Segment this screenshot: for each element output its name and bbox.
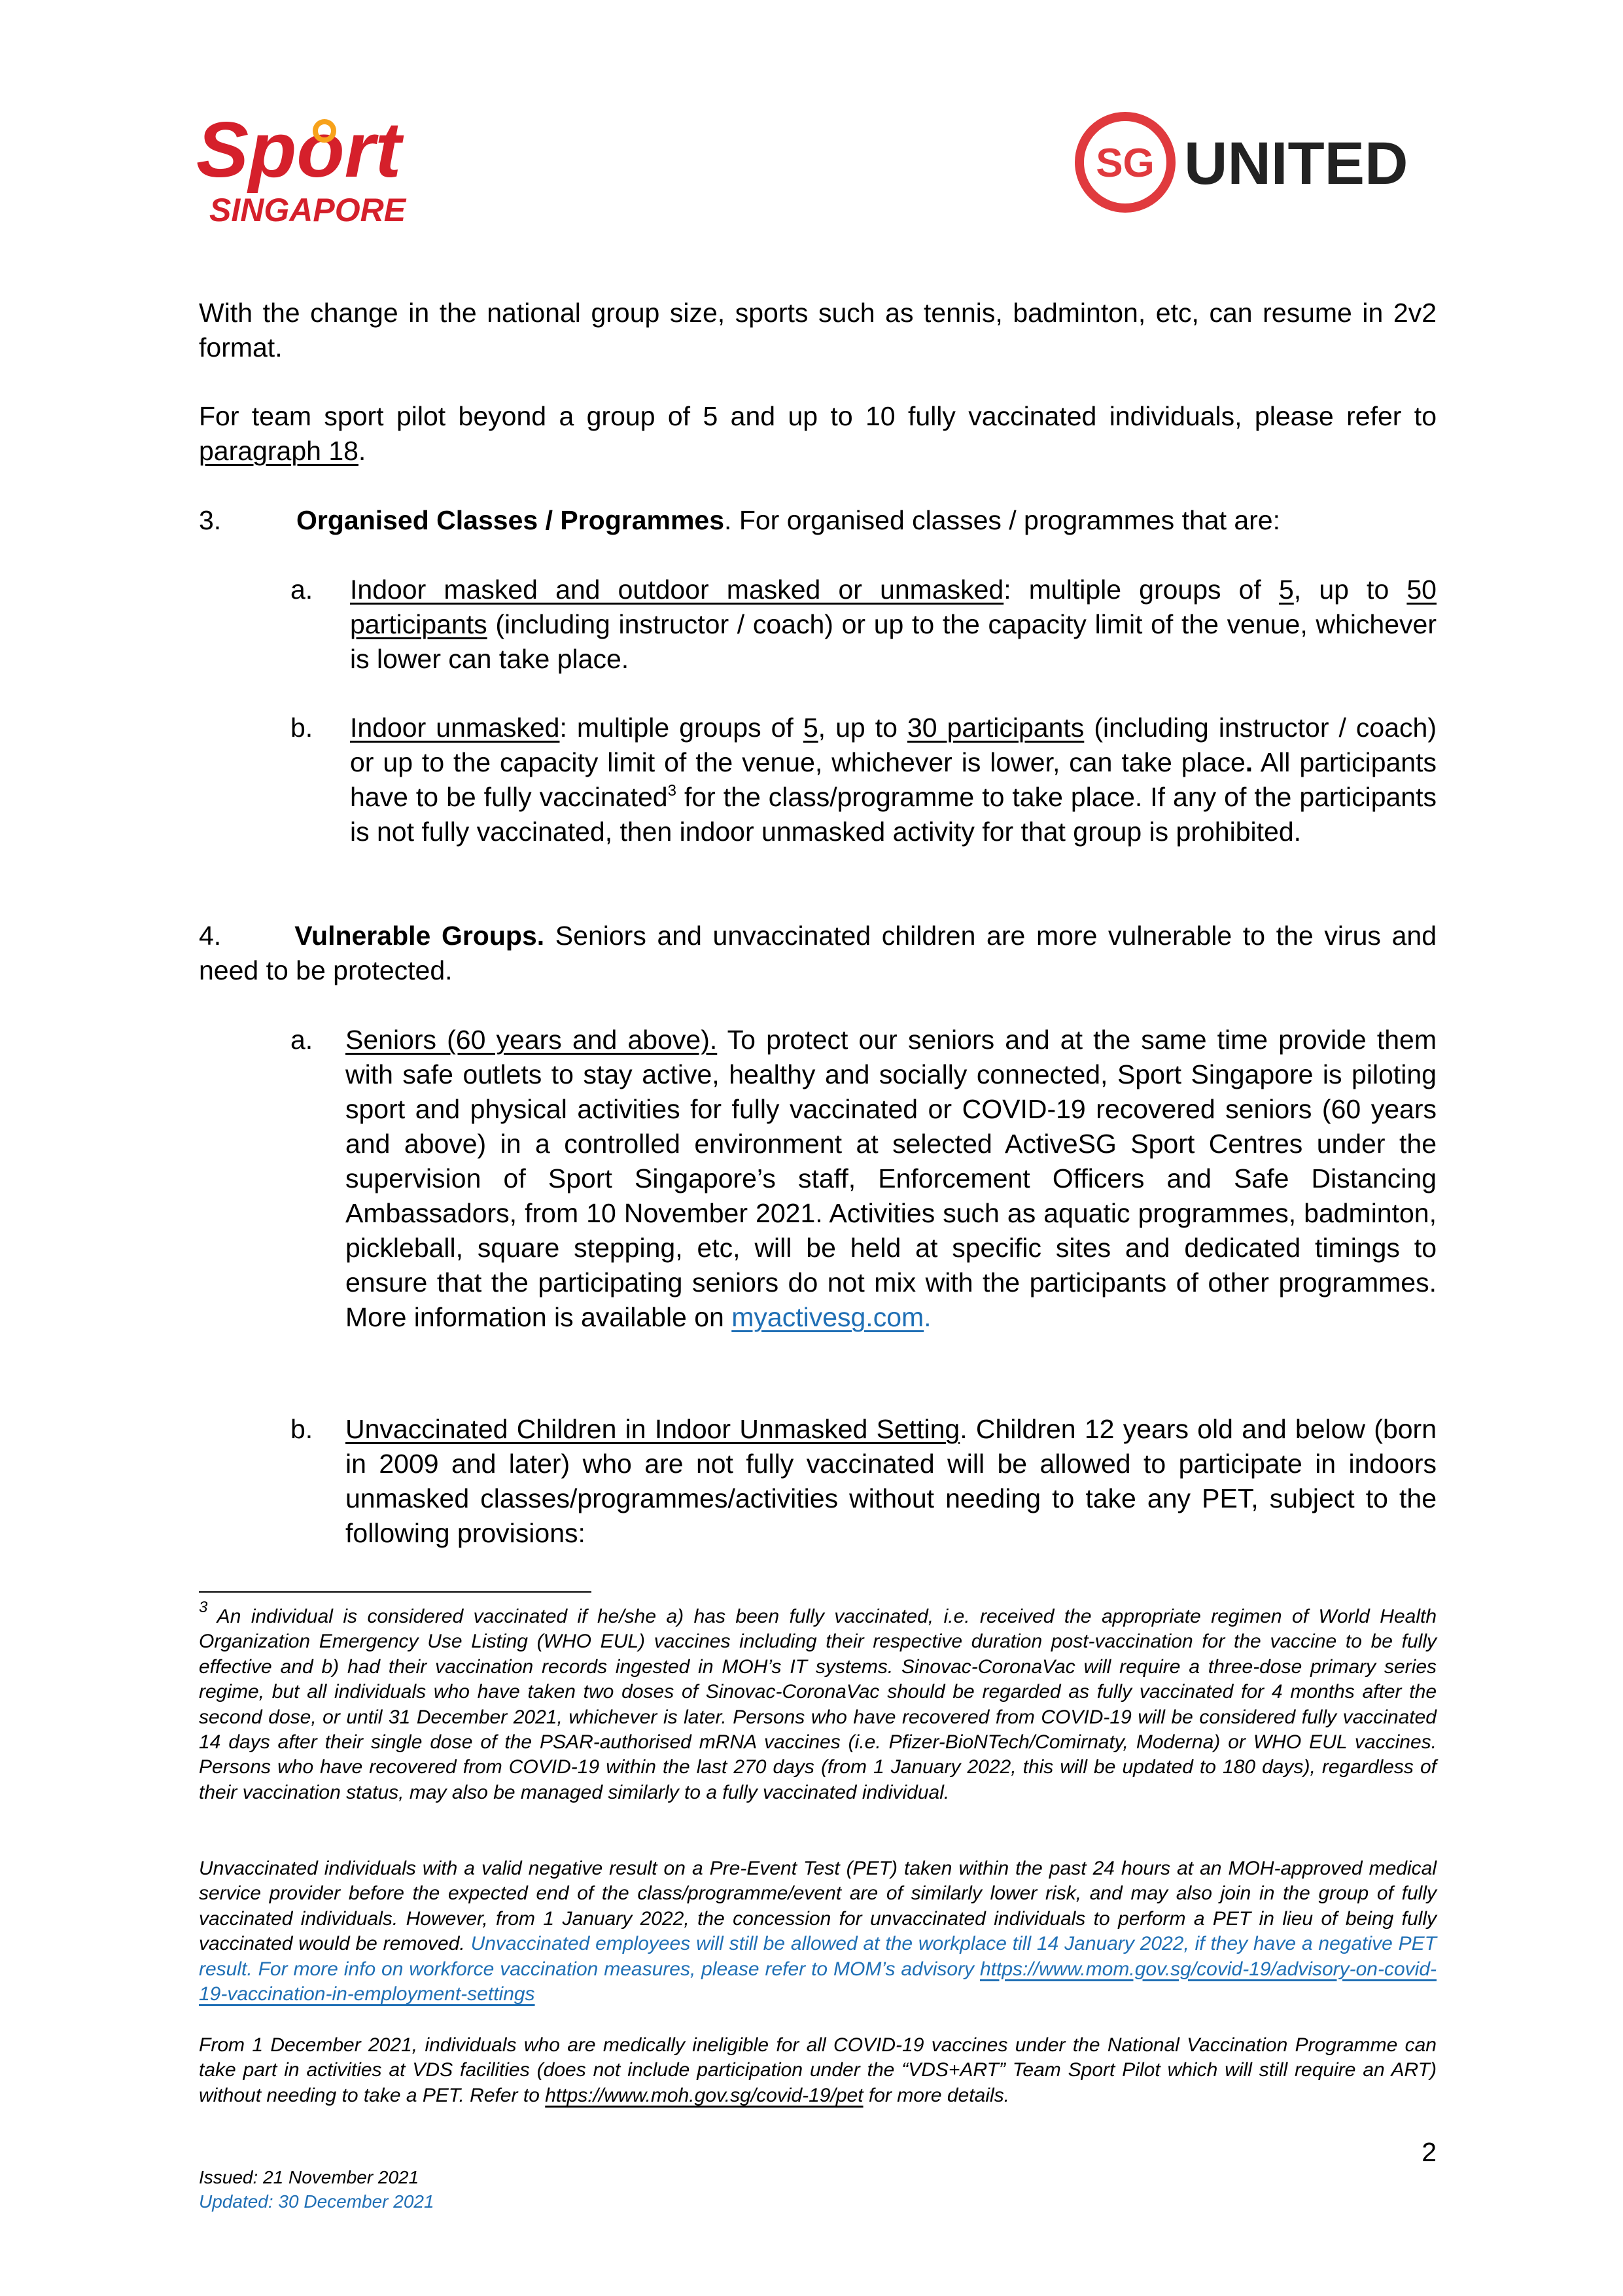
section-3-heading: Organised Classes / Programmes — [296, 505, 725, 535]
item-4b-label: b. — [290, 1414, 313, 1444]
footer-issued-date: Issued: 21 November 2021 — [199, 2167, 419, 2187]
page-number: 2 — [1422, 2137, 1437, 2167]
section-3-number: 3. — [199, 505, 222, 535]
sport-singapore-logo — [196, 105, 445, 229]
myactivesg-link[interactable]: myactivesg.com — [731, 1302, 924, 1332]
section-4-heading: Vulnerable Groups. — [294, 921, 545, 951]
item-3a-label: a. — [290, 574, 313, 605]
item-4b-text: Unvaccinated Children in Indoor Unmasked Setting. Children 12 years old and below (born in 2009 and later) who are not fully vaccinated will be allowed to participate in indoors unmasked classes/programmes/activities without needing to take any PET, subject to the following provisions: — [345, 1414, 1437, 1548]
section-4-paragraph: 4. Vulnerable Groups. Seniors and unvaccinated children are more vulnerable to the virus and need to be protected. — [199, 921, 1437, 985]
footnote-3-paragraph-3: From 1 December 2021, individuals who are medically ineligible for all COVID-19 vaccines under the National Vaccination Programme can take part in activities at VDS facilities (does not include participation under the “VDS+ART” Team Sport Pilot which will still require an ART) without needing to take a PET. Refer to https://www.moh.gov.sg/covid-19/pet for more details. — [199, 2034, 1437, 2106]
footer-updated-date: Updated: 30 December 2021 — [199, 2191, 434, 2212]
footnote-3-paragraph-1: $^3$ An individual is considered vaccinated if he/she a) has been fully vaccinated, i.e. received the appropriate regimen of World Health Organization Emergency Use Listing (WHO EUL) vaccines including their respective duration post-vaccination for the vaccine to be fully effective and b) had their vaccination records ingested in MOH’s IT systems. Sinovac-CoronaVac will require a three-dose primary series regime, but all individuals who have taken two doses of Sinovac-CoronaVac should be regarded as fully vaccinated for 4 months after the second dose, or until 31 December 2021, whichever is later. Persons who have recovered from COVID-19 will be considered fully vaccinated 14 days after their single dose of the PSAR-authorised mRNA vaccines (i.e. Pfizer-BioNTech/Comirnaty, Moderna) or WHO EUL vaccines. Persons who have recovered from COVID-19 within the last 270 days (from 1 January 2022, this will be updated to 180 days), regardless of their vaccination status, may also be managed similarly to a fully vaccinated individual. — [199, 1598, 1437, 1803]
section-4-number: 4. — [199, 921, 222, 951]
footnote-ref-3: 3 — [667, 782, 676, 800]
item-4a-text: Seniors (60 years and above). To protect our seniors and at the same time provide them with safe outlets to stay active, healthy and socially connected, Sport Singapore is piloting sport and physical activities for fully vaccinated or COVID-19 recovered seniors (60 years and above) in a controlled environment at selected ActiveSG Sport Centres under the supervision of Sport Singapore’s staff, Enforcement Officers and Safe Distancing Ambassadors, from 10 November 2021. Activities such as aquatic programmes, badminton, pickleball, square stepping, etc, will be held at specific sites and dedicated timings to ensure that the participating seniors do not mix with the participants of other programmes. More information is available on myactivesg.com. — [345, 1025, 1437, 1332]
footnote-separator — [199, 1591, 591, 1593]
mom-advisory-link[interactable]: https://www.mom.gov.sg/covid-19/advisory-on-covid-19-vaccination-in-employment-settings — [199, 1958, 1437, 2005]
item-4a-label: a. — [290, 1025, 313, 1055]
item-3b-label: b. — [290, 713, 313, 743]
logo-brand-word: Sport — [196, 106, 402, 194]
united-word: UNITED — [1184, 130, 1408, 197]
logo-sub-word: SINGAPORE — [209, 192, 406, 228]
moh-pet-link[interactable]: https://www.moh.gov.sg/covid-19/pet — [545, 2084, 864, 2106]
footnote-3-paragraph-2: Unvaccinated individuals with a valid negative result on a Pre-Event Test (PET) taken within the past 24 hours at an MOH-approved medical service provider before the expected end of the class/programme/event are of similarly lower risk, and may also join in the group of fully vaccinated individuals. However, from 1 January 2022, the concession for unvaccinated individuals to perform a PET in lieu of being fully vaccinated would be removed. Unvaccinated employees will still be allowed at the workplace till 14 January 2022, if they have a negative PET result. For more info on workforce vaccination measures, please refer to MOM’s advisory https://www.mom.gov.sg/covid-19/advisory-on-covid-19-vaccination-in-employment-settings — [199, 1858, 1437, 2005]
intro-paragraph-1: With the change in the national group size, sports such as tennis, badminton, etc, can resume in 2v2 format. — [199, 298, 1437, 362]
section-3-heading-line: Organised Classes / Programmes. For organised classes / programmes that are: — [296, 505, 1281, 535]
item-3b-text: Indoor unmasked: multiple groups of 5, up to 30 participants (including instructor / coach) or up to the capacity limit of the venue, whichever is lower, can take place. All participants have to be fully vaccinated$^3$ for the class/programme to take place. If any of the participants is not fully vaccinated, then indoor unmasked activity for that group is prohibited. — [350, 713, 1437, 847]
paragraph-18-link[interactable]: paragraph 18 — [199, 436, 358, 466]
sg-united-logo — [1073, 110, 1439, 215]
sg-badge-text: SG — [1096, 141, 1155, 186]
item-3a-text: Indoor masked and outdoor masked or unmasked: multiple groups of 5, up to 50 participants (including instructor / coach) or up to the capacity limit of the venue, whichever is lower can take place. — [350, 574, 1437, 674]
intro-paragraph-2: For team sport pilot beyond a group of 5 and up to 10 fully vaccinated individuals, please refer to paragraph 18. — [199, 401, 1437, 466]
